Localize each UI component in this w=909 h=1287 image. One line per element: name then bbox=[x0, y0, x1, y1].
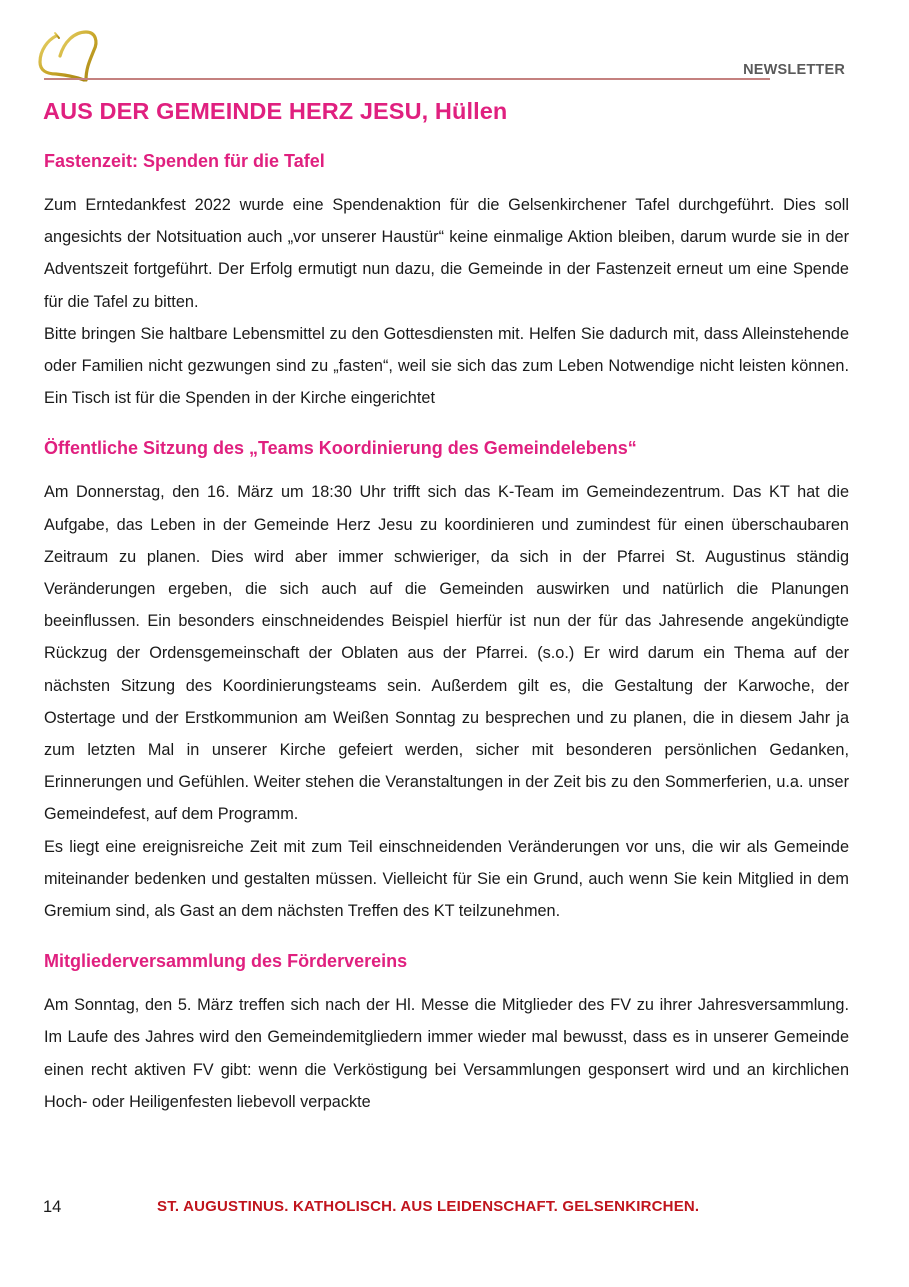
section-heading: Öffentliche Sitzung des „Teams Koordinierung des Gemeindelebens“ bbox=[44, 438, 637, 459]
section-foerderverein bbox=[44, 945, 849, 1118]
header-divider bbox=[44, 78, 770, 80]
footer-slogan: ST. AUGUSTINUS. KATHOLISCH. AUS LEIDENSCHAFT. GELSENKIRCHEN. bbox=[157, 1198, 700, 1215]
paragraph: Zum Erntedankfest 2022 wurde eine Spendenaktion für die Gelsenkirchener Tafel durchgeführt. Dies soll angesichts der Notsituation auch „vor unserer Haustür“ keine einmalige Aktion bleiben, darum wurde sie in der Adventszeit fortgeführt. Der Erfolg ermutigt nun dazu, die Gemeinde in der Fastenzeit erneut um eine Spende für die Tafel zu bitten. bbox=[44, 196, 849, 311]
article-content bbox=[44, 145, 849, 1118]
section-heading: Mitgliederversammlung des Fördervereins bbox=[44, 951, 408, 972]
paragraph: Am Donnerstag, den 16. März um 18:30 Uhr trifft sich das K-Team im Gemeindezentrum. Das KT hat die Aufgabe, das Leben in der Gemeinde Herz Jesu zu koordinieren und zumindest für einen überschaubaren Zeitraum zu planen. Dies wird aber immer schwieriger, da sich in der Pfarrei St. Augustinus ständig Veränderungen ergeben, die sich auch auf die Gemeinden auswirken und natürlich die Planungen beeinflussen. Ein besonders einschneidendes Beispiel hierfür ist nun der für das Jahresende angekündigte Rückzug der Ordensgemeinschaft der Oblaten aus der Pfarrei. (s.o.) Er wird darum ein Thema auf der nächsten Sitzung des Koordinierungsteams sein. Außerdem gilt es, die Gestaltung der Karwoche, der Ostertage und der Erstkommunion am Weißen Sonntag zu besprechen und zu planen, die in diesem Jahr ja zum letzten Mal in unserer Kirche gefeiert werden, sicher mit besonderen persönlichen Gedanken, Erinnerungen und Gefühlen. Weiter stehen die Veranstaltungen in der Zeit bis zu den Sommerferien, u.a. unser Gemeindefest, auf dem Programm. bbox=[44, 483, 849, 824]
paragraph: Es liegt eine ereignisreiche Zeit mit zum Teil einschneidenden Veränderungen vor uns, die wir als Gemeinde miteinander bedenken und gestalten müssen. Vielleicht für Sie ein Grund, auch wenn Sie kein Mitglied in dem Gremium sind, als Gast an dem nächsten Treffen des KT teilzunehmen. bbox=[44, 837, 849, 921]
section-fastenzeit bbox=[44, 145, 849, 414]
paragraph: Bitte bringen Sie haltbare Lebensmittel zu den Gottesdiensten mit. Helfen Sie dadurch mit, dass Alleinstehende oder Familien nicht gezwungen sind zu „fasten“, weil sie sich das zum Leben Notwendige nicht leisten können. Ein Tisch ist für die Spenden in der Kirche eingerichtet bbox=[44, 324, 849, 408]
page-title: AUS DER GEMEINDE HERZ JESU, Hüllen bbox=[43, 98, 508, 124]
page-number: 14 bbox=[43, 1198, 62, 1216]
section-team-koordinierung bbox=[44, 432, 849, 927]
newsletter-label: NEWSLETTER bbox=[743, 62, 845, 78]
paragraph: Am Sonntag, den 5. März treffen sich nach der Hl. Messe die Mitglieder des FV zu ihrer Jahresversammlung. Im Laufe des Jahres wird den Gemeindemitgliedern immer wieder mal bewusst, dass es in unserer Gemeinde einen recht aktiven FV gibt: wenn die Verköstigung bei Versammlungen gesponsert wird und an kirchlichen Hoch- oder Heiligenfesten liebevoll verpackte bbox=[44, 996, 849, 1111]
golden-heart-icon bbox=[34, 28, 106, 82]
section-heading: Fastenzeit: Spenden für die Tafel bbox=[44, 151, 325, 171]
